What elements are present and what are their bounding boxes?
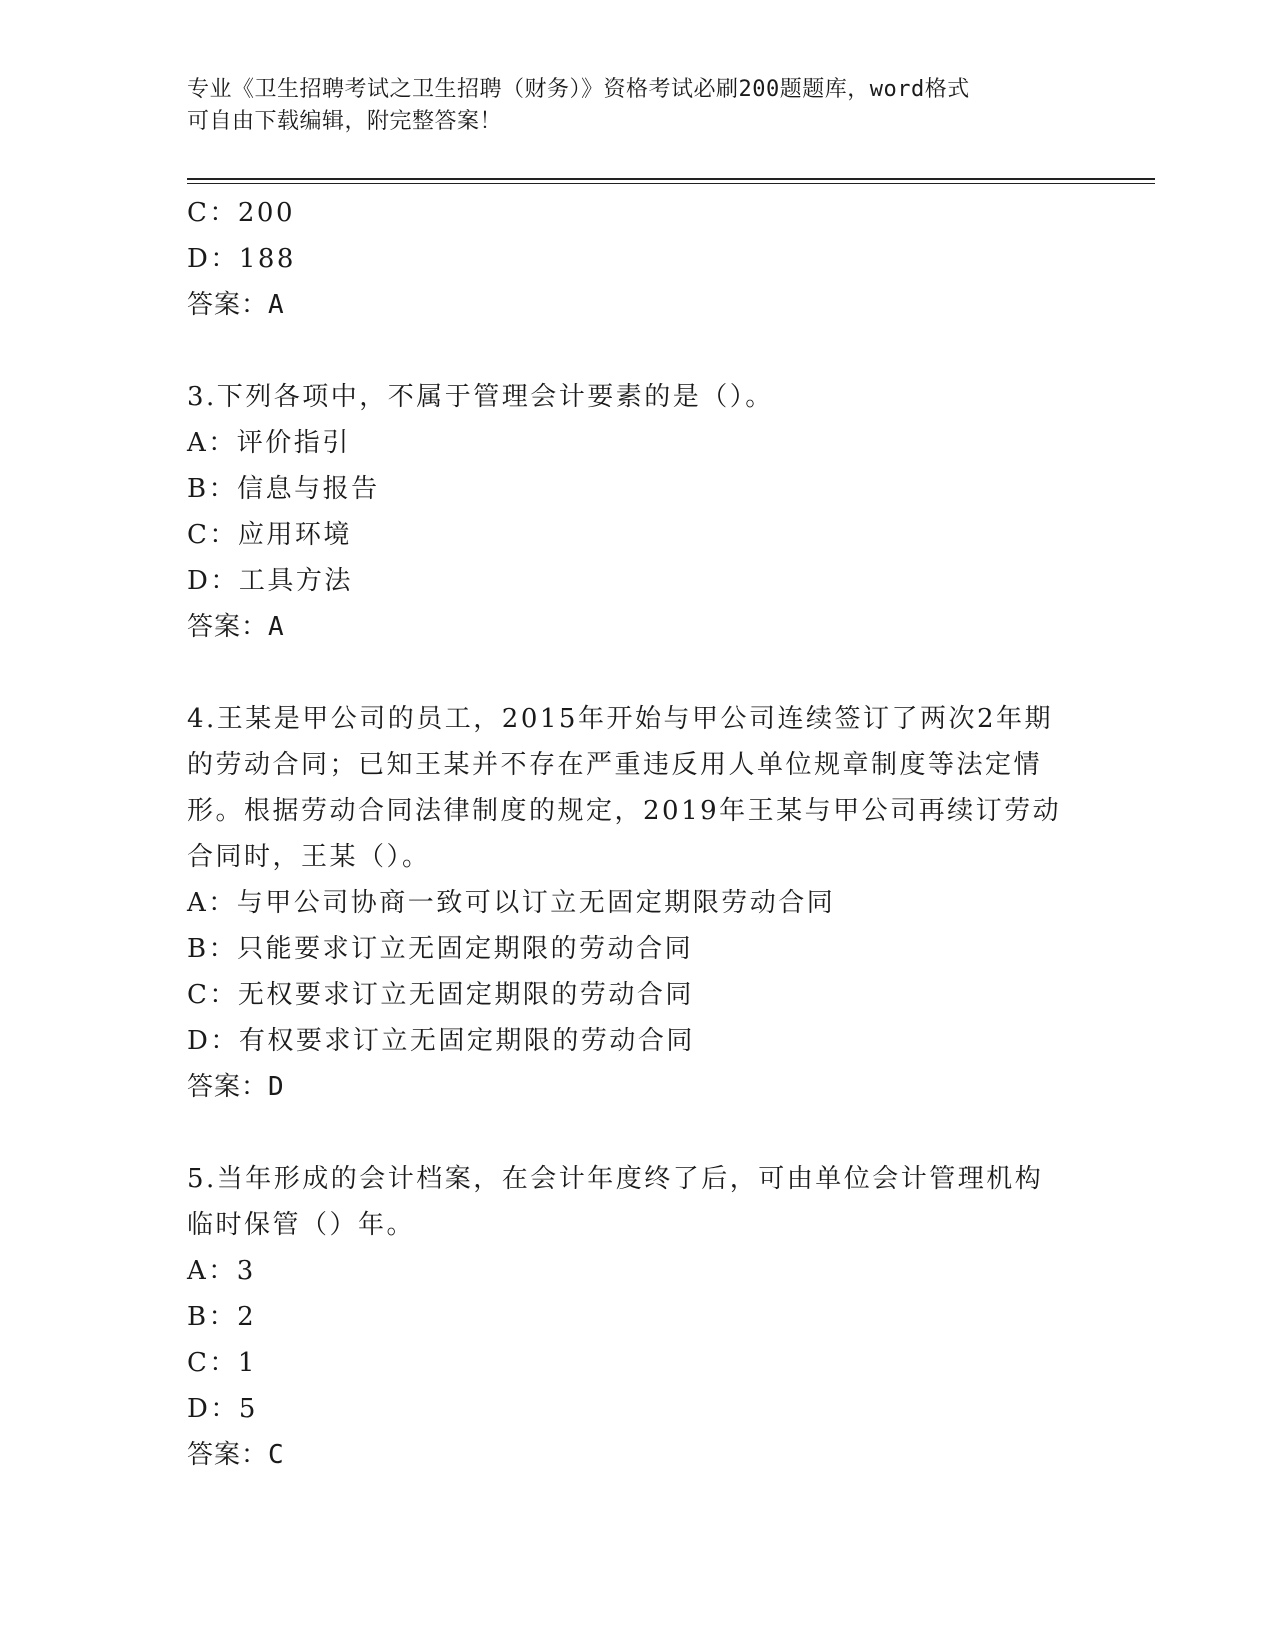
option-c: C：200 xyxy=(187,198,296,228)
option-c: C：应用环境 xyxy=(187,520,352,550)
option-c: C：1 xyxy=(187,1348,257,1378)
header-title-line-1: 专业《卫生招聘考试之卫生招聘（财务）》资格考试必刷200题题库，word格式 xyxy=(187,77,970,102)
question-stem-line-1: 5.当年形成的会计档案，在会计年度终了后，可由单位会计管理机构 xyxy=(187,1164,1044,1194)
header-divider-thin xyxy=(187,183,1155,184)
option-b: B：只能要求订立无固定期限的劳动合同 xyxy=(187,934,694,964)
option-a: A：评价指引 xyxy=(187,428,351,458)
question-3 xyxy=(187,374,1087,650)
option-b: B：信息与报告 xyxy=(187,474,380,504)
question-5 xyxy=(187,1156,1087,1478)
document-header xyxy=(187,74,1067,138)
question-stem-line-4: 合同时，王某（）。 xyxy=(187,842,431,872)
option-d: D：188 xyxy=(187,244,296,274)
option-d: D：有权要求订立无固定期限的劳动合同 xyxy=(187,1026,695,1056)
option-d: D：5 xyxy=(187,1394,258,1424)
answer: 答案：A xyxy=(187,290,285,320)
header-title-line-2: 可自由下载编辑，附完整答案！ xyxy=(187,109,503,134)
spacer xyxy=(187,1110,1087,1156)
question-list xyxy=(187,190,1087,1478)
answer: 答案：A xyxy=(187,612,285,642)
option-b: B：2 xyxy=(187,1302,257,1332)
question-4 xyxy=(187,696,1087,1110)
question-2 xyxy=(187,190,1087,328)
spacer xyxy=(187,328,1087,374)
question-stem-line-2: 临时保管（）年。 xyxy=(187,1210,416,1240)
option-a: A：与甲公司协商一致可以订立无固定期限劳动合同 xyxy=(187,888,836,918)
option-d: D：工具方法 xyxy=(187,566,353,596)
spacer xyxy=(187,650,1087,696)
option-c: C：无权要求订立无固定期限的劳动合同 xyxy=(187,980,694,1010)
question-stem: 3.下列各项中，不属于管理会计要素的是（）。 xyxy=(187,382,774,412)
option-a: A：3 xyxy=(187,1256,256,1286)
header-divider-thick xyxy=(187,178,1155,180)
answer: 答案：D xyxy=(187,1072,285,1102)
question-stem-line-2: 的劳动合同；已知王某并不存在严重违反用人单位规章制度等法定情 xyxy=(187,750,1043,780)
question-stem-line-1: 4.王某是甲公司的员工，2015年开始与甲公司连续签订了两次2年期 xyxy=(187,704,1054,734)
answer: 答案：C xyxy=(187,1440,285,1470)
question-stem-line-3: 形。根据劳动合同法律制度的规定，2019年王某与甲公司再续订劳动 xyxy=(187,796,1062,826)
